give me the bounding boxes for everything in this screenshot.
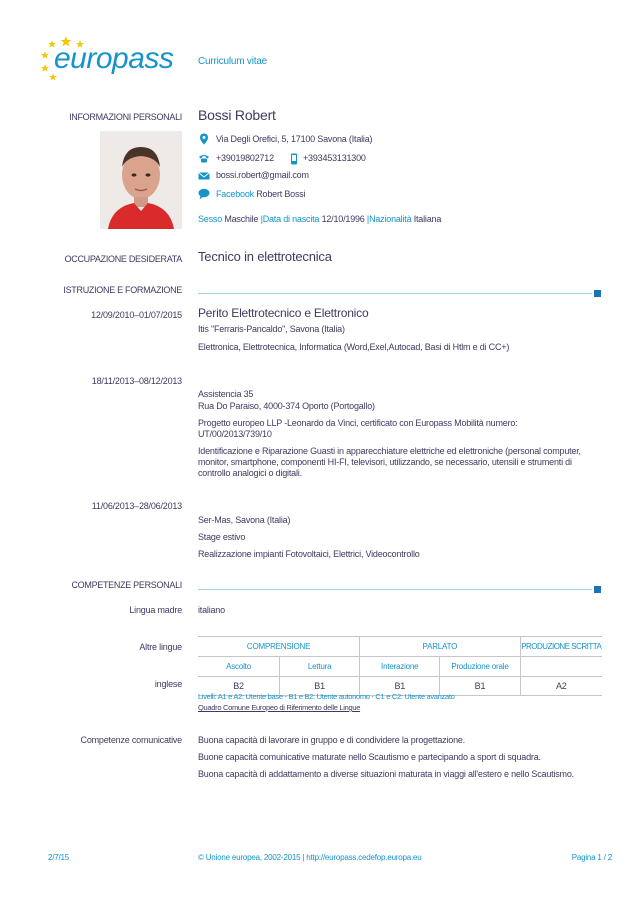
mobile-icon (288, 152, 300, 164)
nationality-value: Italiana (413, 214, 442, 224)
demographics-row (198, 214, 441, 225)
header-comprensione: COMPRENSIONE (198, 637, 360, 657)
level-lettura: B1 (280, 677, 360, 696)
communication-skill-1: Buona capacità di lavorare in gruppo e di condividere la progettazione. (198, 735, 465, 745)
edu-date-3: 11/06/2013–28/06/2013 (91, 501, 182, 511)
sex-label: Sesso (198, 214, 223, 224)
levels-note: Livelli: A1 e A2: Utente base - B1 e B2: Utente autonomo - C1 e C2: Utente avanzato (198, 692, 455, 701)
mother-tongue-label: Lingua madre (129, 605, 182, 615)
communication-skill-2: Buone capacità comunicative maturate nello Scautismo e partecipando a sport di squadra. (198, 752, 541, 762)
footer-date: 2/7/15 (48, 853, 70, 862)
section-square (594, 586, 601, 593)
edu-date-1: 12/09/2010–01/07/2015 (91, 310, 182, 320)
sub-lettura: Lettura (280, 657, 360, 677)
edu-title-1: Perito Elettrotecnico e Elettronico (198, 306, 369, 320)
address: Via Degli Orefici, 5, 17100 Savona (Italia) (216, 134, 373, 144)
separator: | (260, 214, 263, 224)
header-produzione-scritta: PRODUZIONE SCRITTA (520, 637, 602, 657)
framework-link[interactable]: Quadro Comune Europeo di Riferimento delle Lingue (198, 703, 361, 712)
section-square (594, 290, 601, 297)
phone-icon (198, 152, 210, 164)
edu-desc-2c: Identificazione e Riparazione Guasti in apparecchiature elettriche ed elettroniche (personal computer, (198, 446, 581, 456)
level-produzione-orale: B1 (440, 677, 520, 696)
header-parlato: PARLATO (360, 637, 520, 657)
mobile: +393453131300 (303, 153, 366, 163)
footer-copyright[interactable]: © Unione europea, 2002-2015 | http://europass.cedefop.europa.eu (198, 853, 422, 862)
email-icon (198, 170, 210, 182)
section-divider (198, 293, 592, 294)
edu-org-2a: Assistencia 35 (198, 389, 254, 399)
section-label-personal: INFORMAZIONI PERSONALI (69, 112, 182, 122)
communication-skill-3: Buona capacità di addattamento a diverse situazioni maturata in viaggi all'estero e nello Scautismo. (198, 769, 574, 779)
facebook-value: Robert Bossi (256, 189, 306, 199)
edu-desc-2e: controllo analogici o digitali. (198, 468, 302, 478)
sub-interazione: Interazione (360, 657, 440, 677)
mother-tongue-value: italiano (198, 605, 225, 615)
footer-page: Pagina 1 / 2 (571, 853, 612, 862)
section-label-education: ISTRUZIONE E FORMAZIONE (63, 285, 182, 295)
birth-label: Data di nascita (262, 214, 320, 224)
language-name: inglese (154, 679, 182, 689)
logo-text: europass (54, 42, 174, 75)
sub-produzione-orale: Produzione orale (440, 657, 520, 677)
sub-empty (520, 657, 602, 677)
nationality-label: Nazionalità (369, 214, 412, 224)
edu-date-2: 18/11/2013–08/12/2013 (91, 376, 182, 386)
communication-skills-label: Competenze comunicative (80, 735, 182, 745)
other-languages-label: Altre lingue (139, 642, 182, 652)
separator: | (366, 214, 370, 224)
occupation-value: Tecnico in elettrotecnica (198, 249, 332, 264)
profile-photo (100, 131, 182, 229)
edu-org-3: Ser-Mas, Savona (Italia) (198, 515, 291, 525)
edu-desc-1: Elettronica, Elettrotecnica, Informatica (Word,Exel,Autocad, Basi di Htlm e di CC+) (198, 342, 510, 352)
edu-desc-2a: Progetto europeo LLP -Leonardo da Vinci, certificato con Europass Mobilità numero: (198, 418, 518, 428)
phone: +39019802712 (216, 153, 274, 163)
section-label-skills: COMPETENZE PERSONALI (71, 580, 182, 590)
edu-desc-3a: Stage estivo (198, 532, 246, 542)
facebook-label: Facebook (216, 189, 254, 199)
location-icon (198, 133, 210, 145)
level-produzione-scritta: A2 (520, 677, 602, 696)
edu-desc-2d: monitor, smartphone, componenti HI-FI, televisori, utilizzando, se necessario, utensili e strumenti di (198, 457, 572, 467)
person-name: Bossi Robert (198, 107, 276, 123)
europass-logo (36, 34, 186, 80)
email[interactable]: bossi.robert@gmail.com (216, 170, 309, 180)
edu-desc-2b: UT/00/2013/739/10 (198, 429, 272, 439)
edu-org-1: Itis "Ferraris-Pancaldo", Savona (Italia) (198, 324, 345, 334)
sub-ascolto: Ascolto (198, 657, 280, 677)
language-table (198, 636, 602, 696)
doc-title: Curriculum vitae (198, 56, 268, 67)
level-ascolto: B2 (198, 677, 280, 696)
edu-org-2b: Rua Do Paraiso, 4000-374 Oporto (Portogallo) (198, 401, 375, 411)
birth-value: 12/10/1996 (321, 214, 365, 224)
sex-value: Maschile (224, 214, 259, 224)
level-interazione: B1 (360, 677, 440, 696)
section-divider (198, 589, 592, 590)
section-label-occupation: OCCUPAZIONE DESIDERATA (64, 254, 182, 264)
chat-bubble-icon (198, 188, 210, 200)
edu-desc-3b: Realizzazione impianti Fotovoltaici, Elettrici, Videocontrollo (198, 549, 420, 559)
facebook-row (216, 189, 305, 200)
